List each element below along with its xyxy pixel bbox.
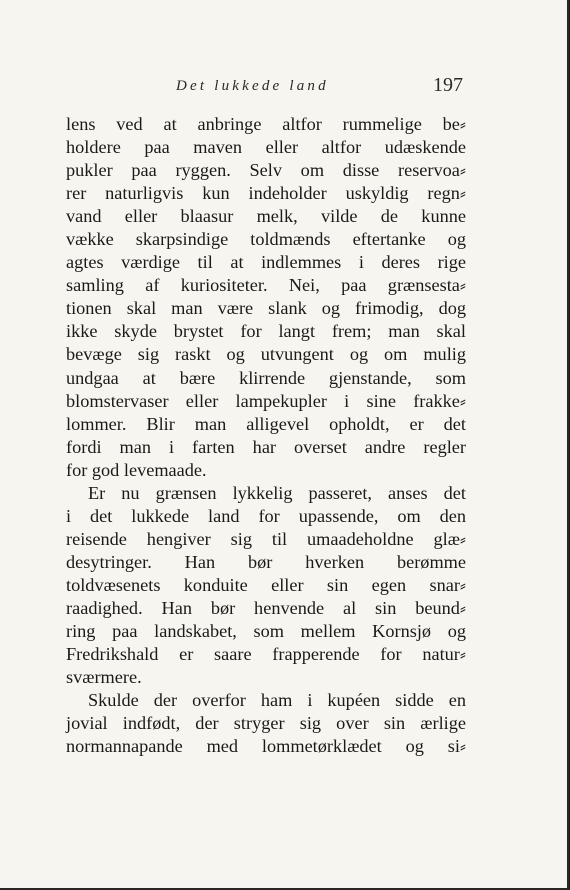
text-line: ikke skyde brystet for langt frem; man skal <box>66 321 466 342</box>
text-line: Skulde der overfor ham i kupéen sidde en <box>88 690 466 711</box>
text-line: i det lukkede land for upassende, om den <box>66 505 466 526</box>
text-line: vand eller blaasur melk, vilde de kunne <box>66 206 466 227</box>
text-line: Fredrikshald er saare frapperende for natur⸗ <box>66 644 466 665</box>
text-line: jovial indfødt, der stryger sig over sin ærlige <box>66 713 466 734</box>
text-line: undgaa at bære klirrende gjenstande, som <box>66 367 466 388</box>
text-line: ring paa landskabet, som mellem Kornsjø og <box>66 621 466 642</box>
text-line: pukler paa ryggen. Selv om disse reservoa⸗ <box>66 160 466 181</box>
text-line: normannapande med lommetørklædet og si⸗ <box>66 736 466 757</box>
text-line: fordi man i farten har overset andre regler <box>66 436 466 457</box>
text-line: raadighed. Han bør henvende al sin beund⸗ <box>66 597 466 618</box>
page-header <box>66 74 463 102</box>
text-line: tionen skal man være slank og frimodig, dog <box>66 298 466 319</box>
body-text <box>66 113 466 758</box>
running-title: Det lukkede land <box>176 78 329 94</box>
text-line: lens ved at anbringe altfor rummelige be⸗ <box>66 114 466 134</box>
text-line: blomstervaser eller lampekupler i sine frakke⸗ <box>66 390 466 411</box>
text-line: Er nu grænsen lykkelig passeret, anses det <box>88 482 466 503</box>
text-line: holdere paa maven eller altfor udæskende <box>66 137 466 158</box>
text-line: rer naturligvis kun indeholder uskyldig regn⸗ <box>66 183 466 204</box>
text-line: sværmere. <box>66 667 142 688</box>
text-line: agtes værdige til at indlemmes i deres rige <box>66 252 466 273</box>
text-line: for god levemaade. <box>66 459 207 480</box>
text-line: bevæge sig raskt og utvungent og om mulig <box>66 344 466 365</box>
page-number: 197 <box>433 74 463 96</box>
text-line: toldvæsenets konduite eller sin egen snar⸗ <box>66 574 466 595</box>
text-line: samling af kuriositeter. Nei, paa grænsesta⸗ <box>66 275 466 296</box>
text-line: lommer. Blir man alligevel opholdt, er det <box>66 413 466 434</box>
text-line: reisende hengiver sig til umaadeholdne glæ⸗ <box>66 528 466 549</box>
text-line: vække skarpsindige toldmænds eftertanke og <box>66 229 466 250</box>
text-line: desytringer. Han bør hverken berømme <box>66 551 466 572</box>
